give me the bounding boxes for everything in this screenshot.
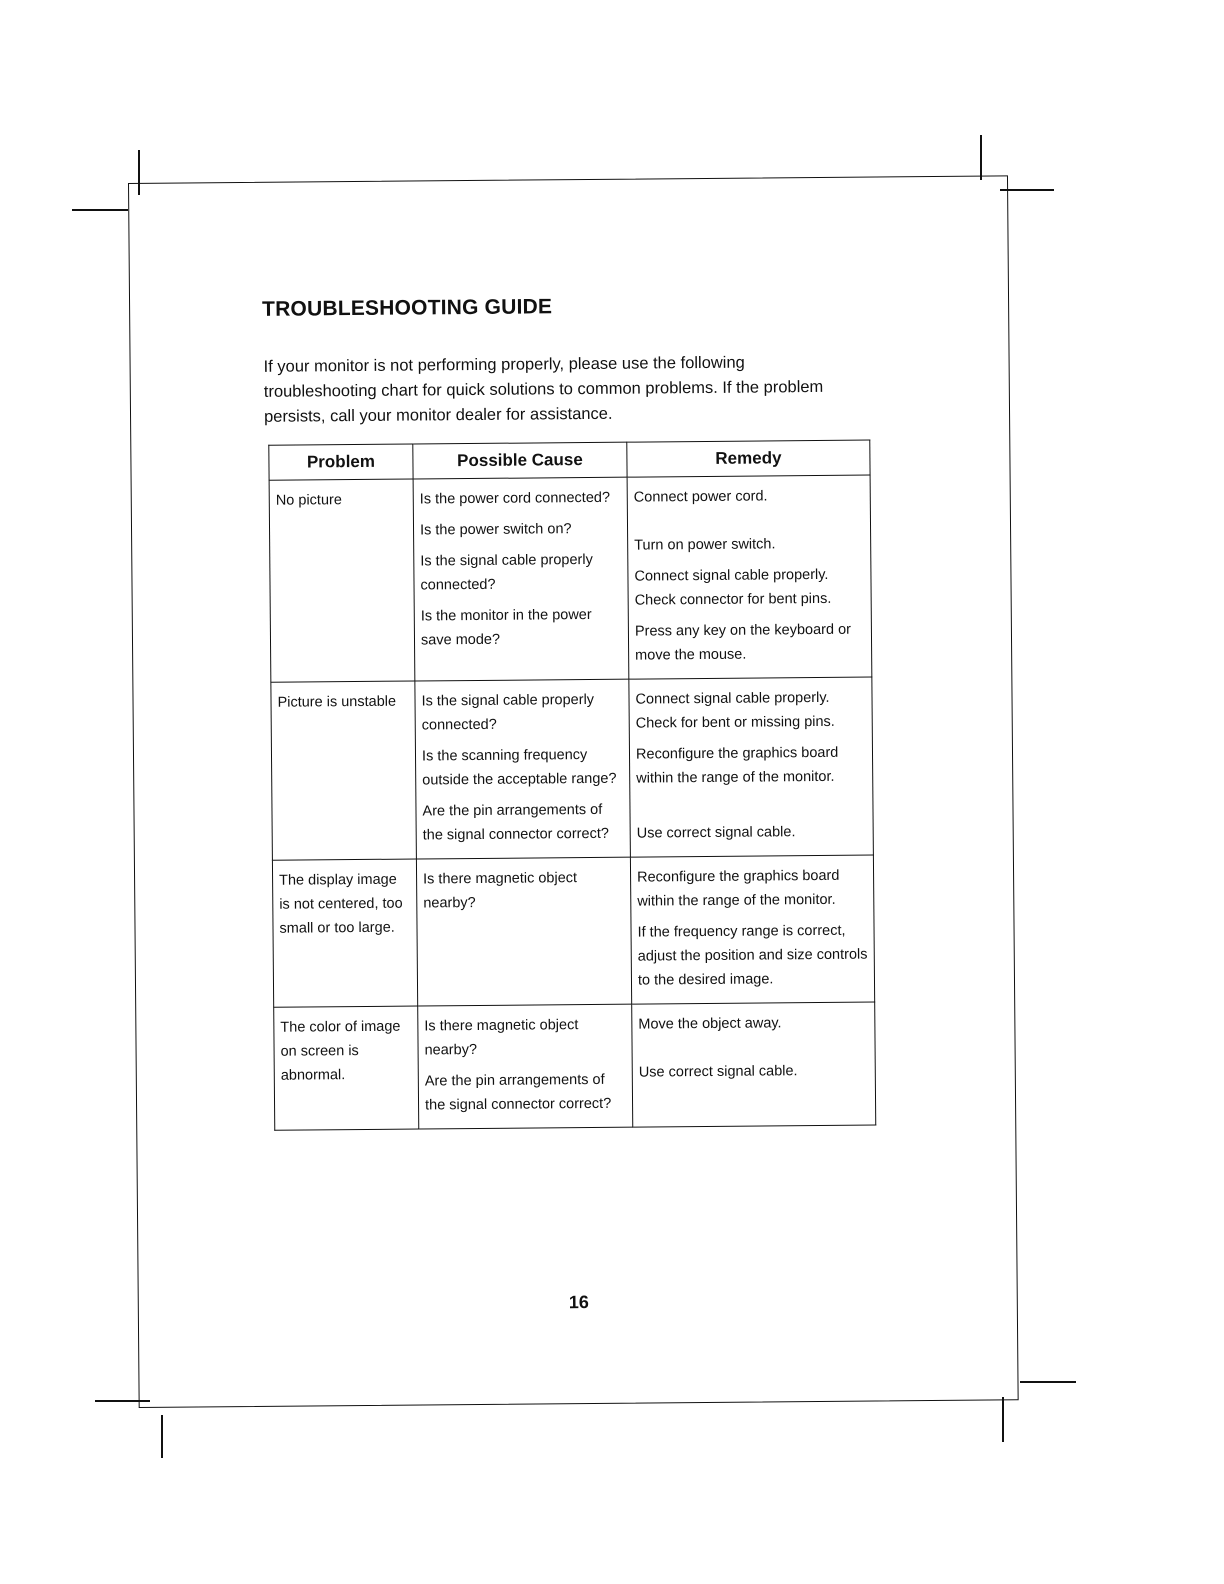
page-number: 16 <box>568 1292 589 1313</box>
crop-mark <box>980 135 982 180</box>
remedy-text: Turn on power switch. <box>634 536 776 554</box>
problem-cell: No picture <box>269 479 415 682</box>
remedy-text: Use correct signal cable. <box>638 1063 798 1081</box>
troubleshooting-table <box>268 440 876 1131</box>
crop-mark <box>161 1415 163 1458</box>
remedy-cell <box>632 1002 876 1127</box>
remedy-text: Use correct signal cable. <box>636 824 796 842</box>
remedy-text: Reconfigure the graphics board within the range of the monitor. <box>635 744 839 787</box>
table-row <box>269 475 872 682</box>
remedy-text: If the frequency range is correct, adjust the position and size controls to the desired image. <box>637 922 868 989</box>
cause-text: Is the signal cable properly connected? <box>420 551 593 594</box>
remedy-text: Reconfigure the graphics board within the range of the monitor. <box>637 867 840 910</box>
cause-text: Is the monitor in the power save mode? <box>420 606 592 649</box>
cause-text: Are the pin arrangements of the signal connector correct? <box>424 1071 612 1114</box>
problem-cell: Picture is unstable <box>271 681 417 860</box>
cause-text: Is the signal cable properly connected? <box>421 691 595 734</box>
remedy-cell <box>629 677 874 857</box>
page-title: TROUBLESHOOTING GUIDE <box>262 295 553 321</box>
problem-cell: The color of image on screen is abnormal. <box>274 1006 419 1130</box>
remedy-text: Connect power cord. <box>633 488 768 506</box>
crop-mark <box>72 209 128 211</box>
remedy-text: Connect signal cable properly. Check for bent or missing pins. <box>635 689 835 732</box>
header-remedy: Remedy <box>627 440 870 477</box>
cause-cell <box>416 857 631 1006</box>
remedy-cell <box>627 475 872 679</box>
remedy-text: Move the object away. <box>638 1015 782 1033</box>
table-row <box>272 855 874 1007</box>
table-row <box>271 677 874 860</box>
table-header-row <box>269 440 870 480</box>
header-problem: Problem <box>269 444 413 480</box>
cause-cell <box>418 1004 633 1129</box>
problem-cell: The display image is not centered, too small or too large. <box>272 859 417 1007</box>
cause-cell <box>415 679 631 859</box>
cause-text: Are the pin arrangements of the signal connector correct? <box>422 801 609 844</box>
crop-mark <box>1002 1397 1004 1442</box>
cause-text: Is the power cord connected? <box>419 489 611 508</box>
cause-text: Is there magnetic object nearby? <box>423 870 578 912</box>
remedy-text: Connect signal cable properly. Check connector for bent pins. <box>634 566 832 609</box>
cause-cell <box>413 477 629 681</box>
cause-text: Is there magnetic object nearby? <box>424 1017 579 1059</box>
remedy-cell <box>630 855 874 1004</box>
table-row <box>274 1002 876 1130</box>
cause-text: Is the power switch on? <box>419 521 572 539</box>
cause-text: Is the scanning frequency outside the acceptable range? <box>421 747 617 789</box>
header-possible-cause: Possible Cause <box>413 442 627 479</box>
remedy-text: Press any key on the keyboard or move the mouse. <box>634 621 852 664</box>
crop-mark <box>1020 1381 1076 1383</box>
intro-paragraph: If your monitor is not performing properly, please use the following troubleshooting chart for quick solutions to common problems. If the problem persists, call your monitor dealer for assistance. <box>263 353 824 426</box>
manual-page <box>128 175 1019 1408</box>
